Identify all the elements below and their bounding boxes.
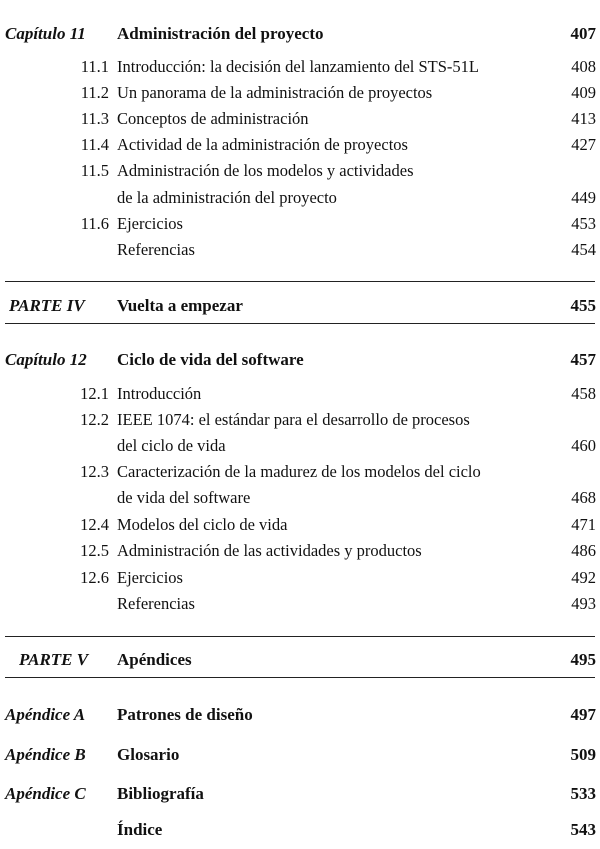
appendix-label: Apéndice B (5, 745, 86, 764)
entry-title: Introducción: la decisión del lanzamiento del STS-51L (117, 57, 479, 76)
chapter-label: Capítulo 11 (5, 24, 86, 43)
entry-page: 468 (571, 488, 596, 507)
appendix-label: Apéndice C (5, 784, 86, 803)
chapter-page: 457 (570, 350, 596, 369)
part-label: PARTE IV (9, 296, 85, 315)
entry-title: Modelos del ciclo de vida (117, 515, 288, 534)
index-title: Índice (117, 820, 163, 839)
entry-title: Administración de las actividades y productos (117, 541, 422, 560)
entry-number: 11.2 (80, 83, 109, 102)
entry-number: 11.4 (80, 135, 109, 154)
chapter-page: 407 (570, 24, 596, 43)
index-page: 543 (570, 820, 596, 839)
entry-title: Ejercicios (117, 214, 183, 233)
entry-number: 11.3 (80, 109, 109, 128)
appendix-page: 533 (570, 784, 596, 803)
entry-title: Referencias (117, 594, 195, 613)
entry-page: 458 (571, 384, 596, 403)
entry-number: 12.4 (80, 515, 109, 534)
chapter-label: Capítulo 12 (5, 350, 87, 369)
entry-title: Introducción (117, 384, 202, 403)
entry-title: IEEE 1074: el estándar para el desarrollo de procesos (117, 410, 470, 429)
entry-page: 409 (571, 83, 596, 102)
appendix-title: Patrones de diseño (117, 705, 253, 724)
entry-title: Administración de los modelos y actividades (117, 161, 414, 180)
entry-number: 12.1 (80, 384, 109, 403)
chapter-title: Administración del proyecto (117, 24, 324, 43)
divider-rule (5, 323, 595, 324)
entry-number: 12.6 (80, 568, 109, 587)
part-page: 455 (570, 296, 596, 315)
entry-page: 427 (571, 135, 596, 154)
entry-page: 449 (571, 188, 596, 207)
chapter-title: Ciclo de vida del software (117, 350, 304, 369)
entry-number: 12.5 (80, 541, 109, 560)
entry-page: 471 (571, 515, 596, 534)
entry-page: 408 (571, 57, 596, 76)
entry-title: Actividad de la administración de proyectos (117, 135, 408, 154)
entry-page: 492 (571, 568, 596, 587)
divider-rule (5, 636, 595, 637)
entry-title-continued: de vida del software (117, 488, 251, 507)
entry-title: Conceptos de administración (117, 109, 309, 128)
entry-page: 460 (571, 436, 596, 455)
part-title: Apéndices (117, 650, 192, 669)
entry-title: Ejercicios (117, 568, 183, 587)
appendix-title: Bibliografía (117, 784, 204, 803)
entry-title: Un panorama de la administración de proyectos (117, 83, 433, 102)
entry-number: 12.3 (80, 462, 109, 481)
entry-title: Referencias (117, 240, 195, 259)
divider-rule (5, 677, 595, 678)
entry-number: 11.6 (80, 214, 109, 233)
divider-rule (5, 281, 595, 282)
entry-title-continued: del ciclo de vida (117, 436, 226, 455)
entry-number: 11.1 (80, 57, 109, 76)
entry-title-continued: de la administración del proyecto (117, 188, 337, 207)
entry-title: Caracterización de la madurez de los modelos del ciclo (117, 462, 481, 481)
appendix-page: 509 (570, 745, 596, 764)
part-label: PARTE V (19, 650, 89, 669)
appendix-page: 497 (570, 705, 596, 724)
part-page: 495 (570, 650, 596, 669)
entry-page: 493 (571, 594, 596, 613)
part-title: Vuelta a empezar (117, 296, 243, 315)
entry-page: 486 (571, 541, 596, 560)
entry-number: 12.2 (80, 410, 109, 429)
appendix-title: Glosario (117, 745, 180, 764)
entry-page: 454 (571, 240, 596, 259)
appendix-label: Apéndice A (5, 705, 86, 724)
entry-page: 453 (571, 214, 596, 233)
entry-page: 413 (571, 109, 596, 128)
entry-number: 11.5 (80, 161, 109, 180)
